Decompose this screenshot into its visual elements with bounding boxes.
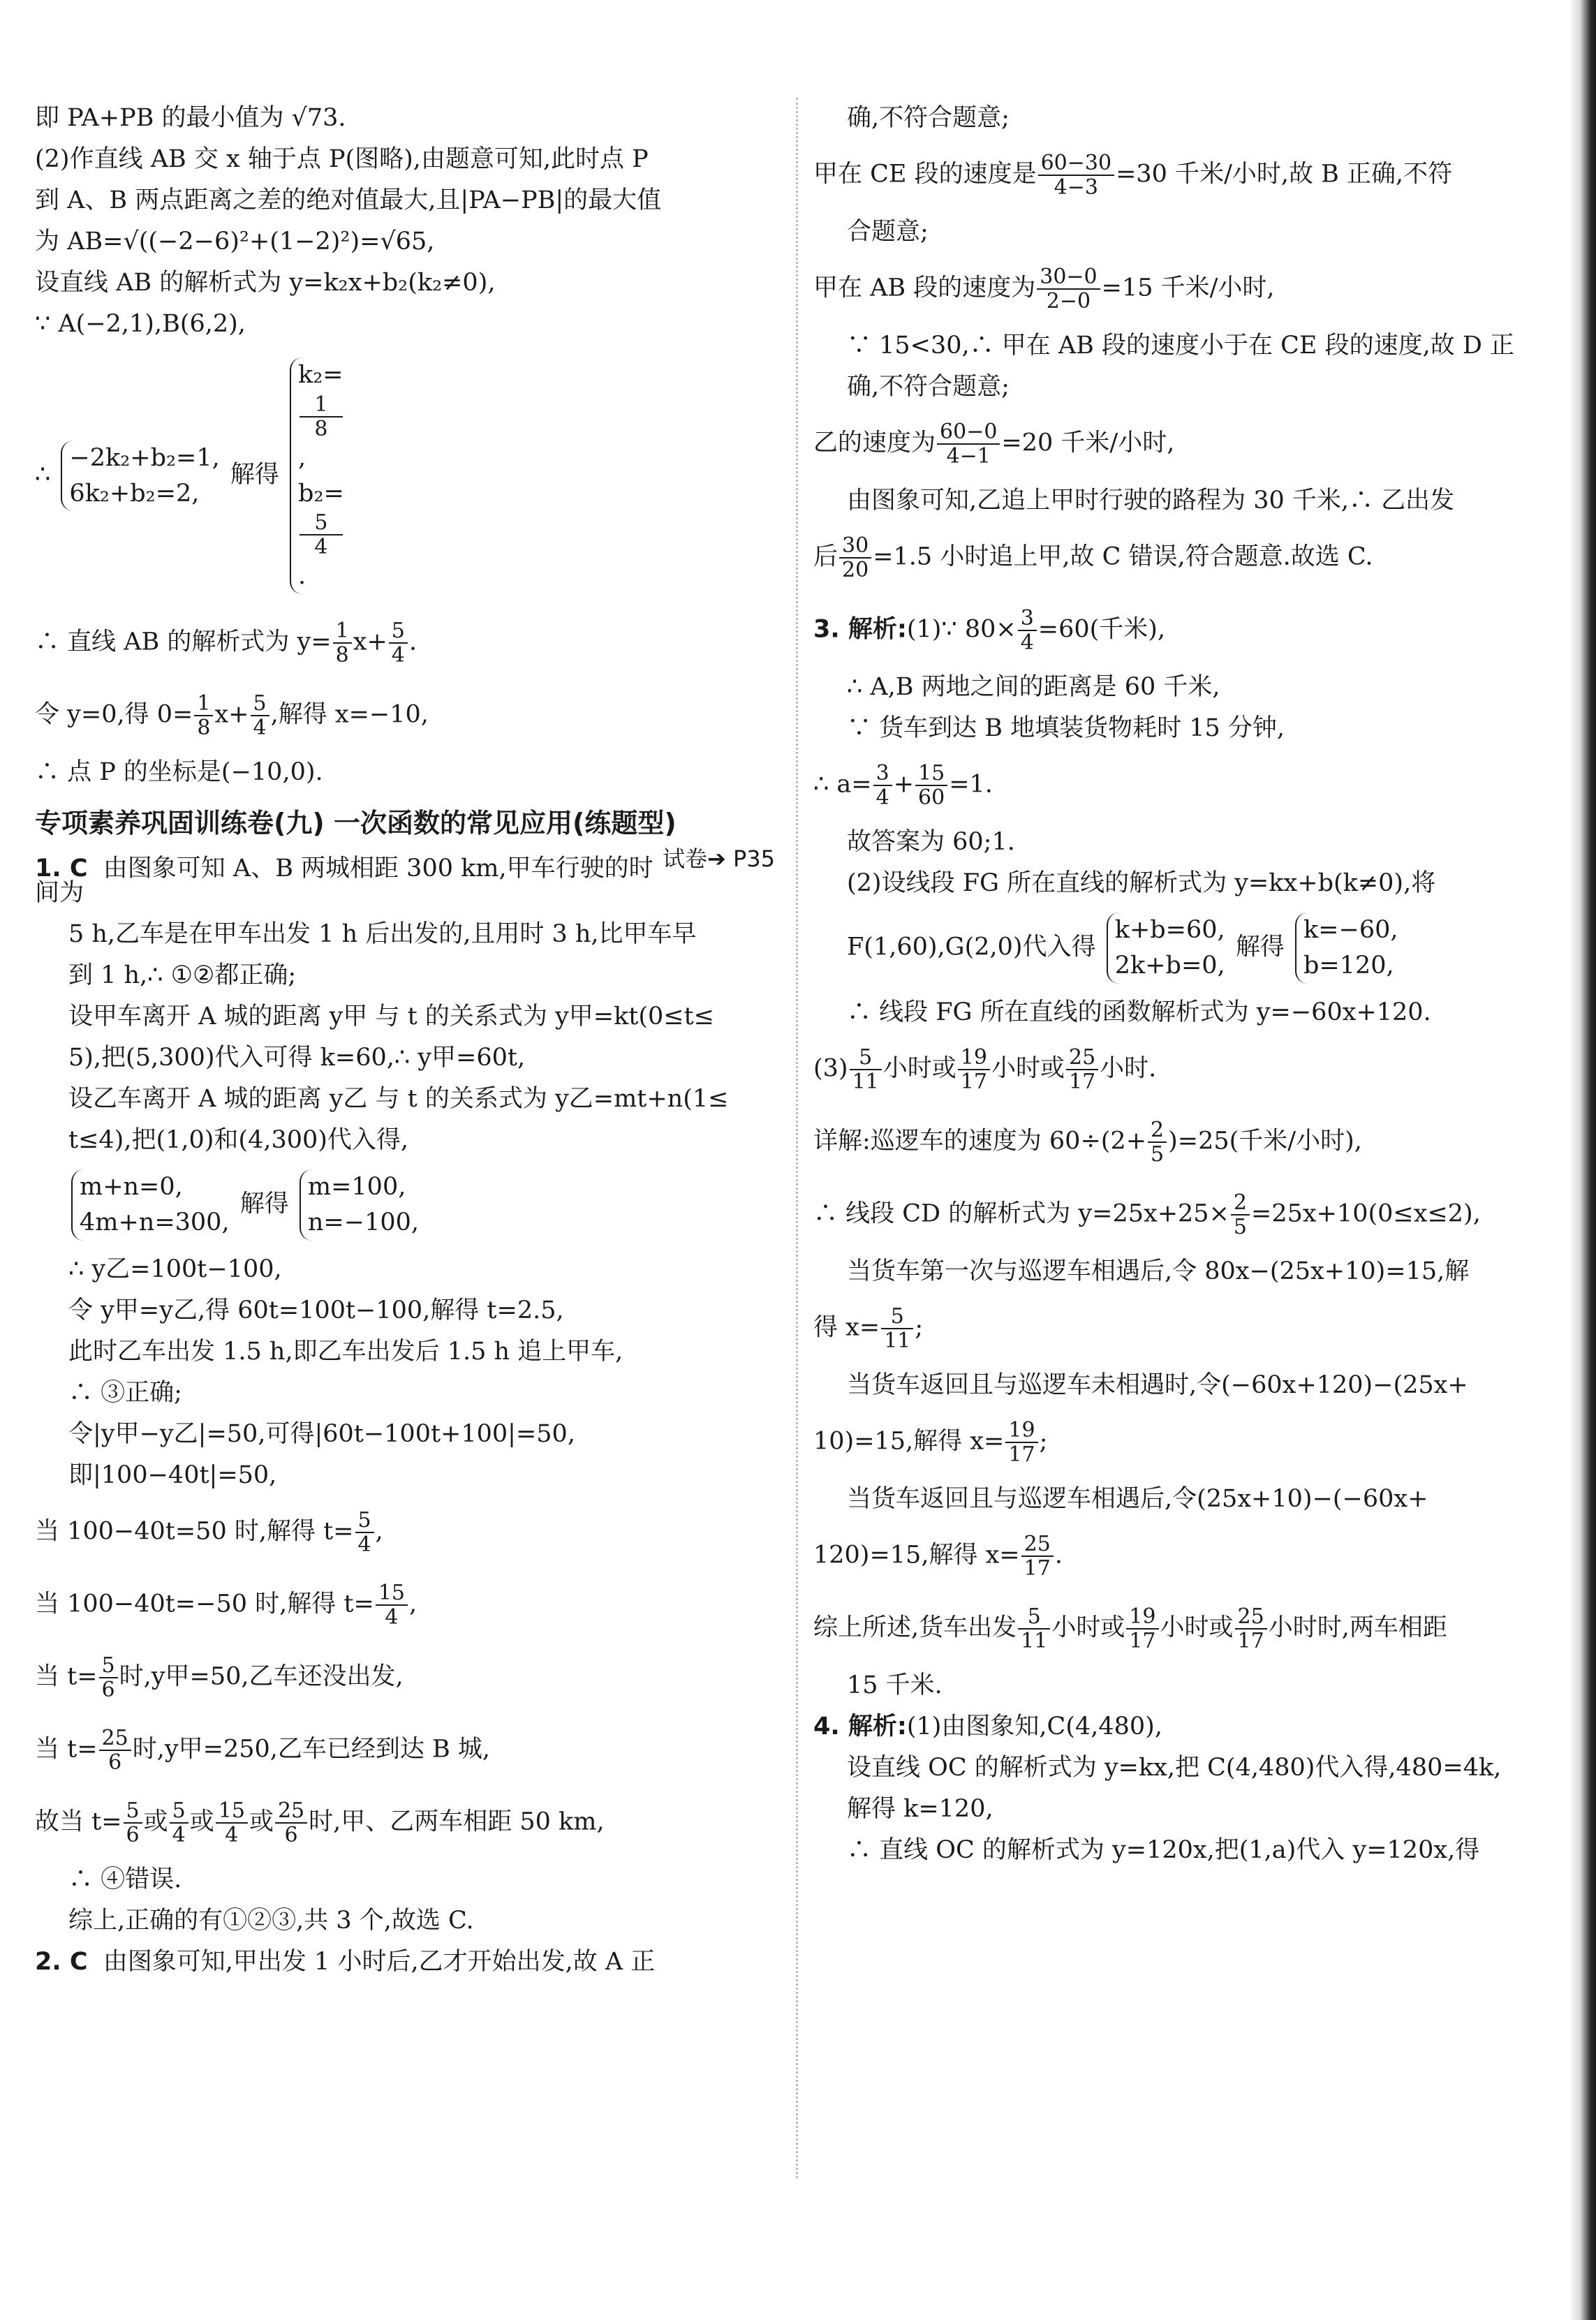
text-line: 解得 k=120, [847, 1794, 993, 1823]
text-line: 设直线 OC 的解析式为 y=kx,把 C(4,480)代入得,480=4k, [847, 1753, 1502, 1782]
question-2: 2. C 由图象可知,甲出发 1 小时后,乙才开始出发,故 A 正 [35, 1947, 656, 1976]
text-line: 到 1 h,∴ ①②都正确; [68, 961, 297, 990]
fraction: $\frac{1}{8}$ [333, 619, 352, 667]
fraction: $\frac{1}{8}$ [194, 692, 213, 739]
fraction: 1 8 [300, 393, 343, 441]
text-line: 10)=15,解得 x= $\frac{19}{17}$ ; [813, 1417, 1048, 1467]
fraction: $\frac{2}{5}$ [1231, 1191, 1250, 1239]
text-line: 当 t= $\frac{25}{6}$ 时,y甲=250,乙车已经到达 B 城, [35, 1725, 490, 1775]
fraction: $\frac{25}{6}$ [99, 1727, 131, 1774]
fraction: $\frac{25}{17}$ [1066, 1046, 1098, 1093]
therefore-symbol: ∴ [35, 461, 51, 489]
fraction: $\frac{5}{6}$ [124, 1799, 142, 1847]
fraction: $\frac{25}{6}$ [275, 1799, 307, 1847]
text-line: 120)=15,解得 x= $\frac{25}{17}$ . [813, 1531, 1063, 1581]
fraction: $\frac{3}{4}$ [873, 762, 892, 809]
text-line: t≤4),把(1,0)和(4,300)代入得, [68, 1126, 409, 1155]
text-line: 令|y甲−y乙|=50,可得|60t−100t+100|=50, [68, 1419, 575, 1448]
fraction: $\frac{60-30}{4-3}$ [1038, 152, 1114, 199]
left-column [35, 98, 775, 1983]
text-line: ∴ A,B 两地之间的距离是 60 千米, [847, 673, 1220, 701]
text-line: ∵ A(−2,1),B(6,2), [35, 310, 246, 338]
text-line: 设甲车离开 A 城的距离 y甲 与 t 的关系式为 y甲=kt(0≤t≤ [68, 1003, 715, 1031]
text-line: 乙的速度为 $\frac{60-0}{4-1}$ =20 千米/小时, [813, 420, 1175, 468]
text-line: ∴ 直线 OC 的解析式为 y=120x,把(1,a)代入 y=120x,得 [847, 1835, 1480, 1864]
text-line: 详解:巡逻车的速度为 60÷(2+ $\frac{2}{5}$ )=25(千米/小时), [813, 1117, 1362, 1167]
fraction: $\frac{5}{4}$ [170, 1799, 189, 1847]
fraction: 5 4 [300, 511, 343, 559]
text-line: ∵ 15<30,∴ 甲在 AB 段的速度小于在 CE 段的速度,故 D 正 [847, 332, 1515, 360]
fraction: $\frac{15}{60}$ [915, 762, 947, 809]
page-reference: 试卷➔ P35 [662, 845, 775, 873]
question-number: 3. 解析: [813, 615, 907, 644]
fraction: $\frac{3}{4}$ [1018, 607, 1037, 654]
text-line: 确,不符合题意; [847, 104, 1010, 132]
text-line: ∵ 货车到达 B 地填装货物耗时 15 分钟, [847, 714, 1285, 742]
text-line: 得 x= $\frac{5}{11}$ ; [813, 1303, 924, 1353]
column-divider [796, 98, 798, 2178]
text-line: 甲在 AB 段的速度为 $\frac{30-0}{2-0}$ =15 千米/小时, [813, 265, 1275, 313]
fraction: $\frac{5}{4}$ [355, 1509, 374, 1556]
question-number: 4. 解析: [813, 1712, 907, 1741]
equation: −2k₂+b₂=1, [69, 443, 220, 472]
text-line: (3) $\frac{5}{11}$ 小时或 $\frac{19}{17}$ 小时或 $\frac{25}{17}$ 小时. [813, 1044, 1157, 1094]
text-line: 故当 t= $\frac{5}{6}$ 或 $\frac{5}{4}$ 或 $\frac{15}{4}$ 或 $\frac{25}{6}$ 时,甲、乙两车相距 50 km, [35, 1798, 605, 1847]
text-line: 设直线 AB 的解析式为 y=k₂x+b₂(k₂≠0), [35, 269, 496, 297]
solution-system: k=−60, b=120, [1295, 913, 1398, 984]
text-line: ∴ 直线 AB 的解析式为 y= $\frac{1}{8}$ x+ $\frac{5}{4}$ . [35, 619, 418, 667]
equation: 6k₂+b₂=2, [69, 479, 200, 508]
solve-label: 解得 [230, 461, 279, 489]
text-line: 即|100−40t|=50, [68, 1461, 277, 1489]
text-line: ∴ ④错误. [68, 1865, 182, 1893]
text-line: 令 y甲=y乙,得 60t=100t−100,解得 t=2.5, [68, 1296, 564, 1324]
section-title: 专项素养巩固训练卷(九) 一次函数的常见应用(练题型) [35, 808, 677, 838]
fraction: $\frac{15}{4}$ [376, 1581, 408, 1629]
text-line: 甲在 CE 段的速度是 $\frac{60-30}{4-3}$ =30 千米/小时,故 B 正确,不符 [813, 151, 1453, 200]
text-line: ∴ y乙=100t−100, [68, 1255, 282, 1283]
equation-system [61, 441, 219, 512]
fraction: $\frac{2}{5}$ [1148, 1118, 1167, 1166]
text-line: ∴ 线段 CD 的解析式为 y=25x+25× $\frac{2}{5}$ =25x+10(0≤x≤2), [813, 1190, 1481, 1239]
text-line: 当 100−40t=50 时,解得 t= $\frac{5}{4}$ , [35, 1507, 383, 1557]
fraction: $\frac{5}{4}$ [389, 619, 408, 667]
equation-system-line: m+n=0, 4m+n=300, 解得 m=100, n=−100, [35, 1161, 775, 1249]
text-line: 当货车返回且与巡逻车相遇后,令(25x+10)−(−60x+ [847, 1484, 1428, 1513]
right-column [813, 98, 1560, 1871]
text-line: 当货车返回且与巡逻车未相遇时,令(−60x+120)−(25x+ [847, 1370, 1468, 1399]
solution-system [290, 357, 344, 594]
text-line: 到 A、B 两点距离之差的绝对值最大,且|PA−PB|的最大值 [35, 186, 662, 214]
fraction: $\frac{30-0}{2-0}$ [1037, 265, 1100, 313]
text-line: 当 100−40t=−50 时,解得 t= $\frac{15}{4}$ , [35, 1580, 418, 1630]
question-number: 2. C [35, 1947, 88, 1976]
equation-system-line: F(1,60),G(2,0)代入得 k+b=60, 2k+b=0, 解得 k=−60, b=120, [813, 904, 1560, 992]
text-line: 综上所述,货车出发 $\frac{5}{11}$ 小时或 $\frac{19}{17}$ 小时或 $\frac{25}{17}$ 小时时,两车相距 [813, 1604, 1447, 1653]
fraction: $\frac{5}{11}$ [850, 1046, 882, 1093]
text-line: 5),把(5,300)代入可得 k=60,∴ y甲=60t, [68, 1044, 526, 1072]
equation-system: m+n=0, 4m+n=300, [71, 1169, 230, 1241]
fraction: $\frac{19}{17}$ [1126, 1605, 1158, 1653]
text-line: 当 t= $\frac{5}{6}$ 时,y甲=50,乙车还没出发, [35, 1653, 404, 1702]
text-line: ∴ 点 P 的坐标是(−10,0). [35, 758, 323, 786]
question-3: 3. 解析:(1)∵ 80× $\frac{3}{4}$ =60(千米), [813, 606, 1166, 655]
text-line: (2)设线段 FG 所在直线的解析式为 y=kx+b(k≠0),将 [847, 869, 1436, 897]
solution-system: m=100, n=−100, [300, 1169, 419, 1241]
text-line: 当货车第一次与巡逻车相遇后,令 80x−(25x+10)=15,解 [847, 1257, 1470, 1285]
text-line: 即 PA+PB 的最小值为 √73. [35, 104, 346, 132]
text-line: ∴ 线段 FG 所在直线的函数解析式为 y=−60x+120. [847, 998, 1431, 1026]
solution: k₂= 1 8 , [298, 361, 343, 472]
text-line: 此时乙车出发 1.5 h,即乙车出发后 1.5 h 追上甲车, [68, 1337, 623, 1366]
text-line: 令 y=0,得 0= $\frac{1}{8}$ x+ $\frac{5}{4}$ ,解得 x=−10, [35, 691, 429, 740]
text-line: 综上,正确的有①②③,共 3 个,故选 C. [68, 1906, 474, 1935]
fraction: $\frac{19}{17}$ [958, 1046, 990, 1093]
equation-system-line [35, 345, 775, 607]
fraction: $\frac{5}{4}$ [251, 692, 269, 739]
text-line: ∴ ③正确; [68, 1378, 182, 1407]
text-line: 5 h,乙车是在甲车出发 1 h 后出发的,且用时 3 h,比甲车早 [68, 920, 697, 949]
text-line: 后 $\frac{30}{20}$ =1.5 小时追上甲,故 C 错误,符合题意.故选 C. [813, 533, 1373, 582]
fraction: $\frac{15}{4}$ [216, 1799, 248, 1847]
fraction: $\frac{5}{11}$ [881, 1305, 913, 1352]
fraction: $\frac{5}{11}$ [1018, 1605, 1050, 1653]
solution: b₂= 5 4 . [298, 479, 344, 591]
text-line: (2)作直线 AB 交 x 轴于点 P(图略),由题意可知,此时点 P [35, 145, 649, 173]
fraction: $\frac{60-0}{4-1}$ [937, 420, 1000, 468]
fraction: $\frac{19}{17}$ [1005, 1419, 1037, 1466]
text-line: 合题意; [847, 218, 929, 246]
fraction: $\frac{30}{20}$ [839, 534, 871, 582]
text-line: 由图象可知,乙追上甲时行驶的路程为 30 千米,∴ 乙出发 [847, 487, 1455, 515]
fraction: $\frac{25}{17}$ [1235, 1605, 1267, 1653]
text-line: 故答案为 60;1. [847, 828, 1015, 856]
question-number: 1. C [35, 855, 88, 883]
text-line: 确,不符合题意; [847, 373, 1010, 401]
fraction: $\frac{5}{6}$ [99, 1654, 118, 1701]
fraction: $\frac{25}{17}$ [1021, 1532, 1054, 1580]
page-edge-shadow [1569, 0, 1596, 2320]
text-line: 15 千米. [847, 1671, 943, 1699]
equation-system: k+b=60, 2k+b=0, [1107, 913, 1225, 984]
text-line: 为 AB=√((−2−6)²+(1−2)²)=√65, [35, 228, 435, 256]
text-line: ∴ a= $\frac{3}{4}$ + $\frac{15}{60}$ =1. [813, 761, 993, 810]
question-4: 4. 解析:(1)由图象知,C(4,480), [813, 1712, 1162, 1741]
question-1: 1. C 由图象可知 A、B 两城相距 300 km,甲车行驶的时间为 [35, 855, 653, 908]
text-line: 设乙车离开 A 城的距离 y乙 与 t 的关系式为 y乙=mt+n(1≤ [68, 1085, 729, 1114]
